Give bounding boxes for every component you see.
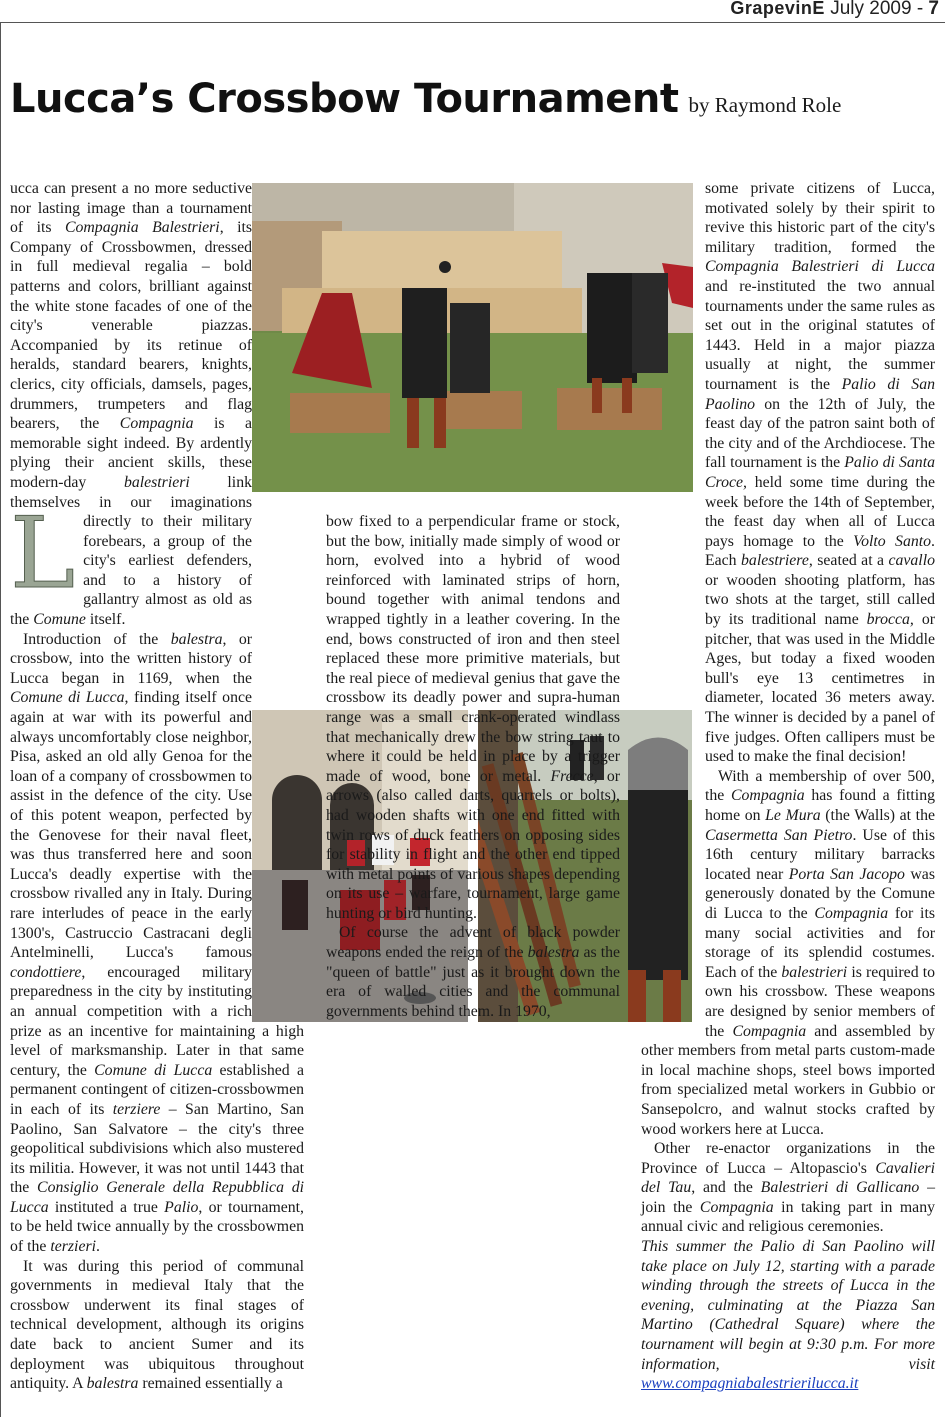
drop-cap: L [10, 497, 76, 611]
column-3-image-gap-2 [641, 670, 705, 1022]
paragraph: bow fixed to a perpendicular frame or stock, but the bow, initially made simply of wood or horn, evolved into a hybrid of wood reinforced with laminated strips of horn, bound together with animal tendons and wrapped tightly in a leather covering. In the end, bows constructed of iron and then steel replaced these more primitive materials, but the real piece of medieval genius that gave the crossbow its deadly power and supra-human range was a small crank-operated windlass that mechanically drew the bow string taut to where it could be held in place by a trigger made of wood, bone or metal. Frecce, or arrows (also called darts, quarrels or bolts), had wooden shafts with one end fitted with twin rows of duck feathers on opposing sides for stability in flight and the other end tipped with metal points of various shapes depending on its use – warfare, tournament, large game hunting or bird hunting. [326, 513, 620, 922]
column-1-image-gap-2 [252, 705, 304, 1021]
event-note: This summer the Palio di San Paolino will take place on July 12, starting with a parade winding through the streets of Lucca in the evening, culminating at the Piazza San Martino (Cathedral Square) where the tournament will begin at 9:30 p.m. For more information, visit www.compagniabalestrierilucca.it [641, 1238, 935, 1393]
column-1-image-gap [252, 179, 304, 513]
publication-name: GrapevinE [730, 0, 825, 18]
tournament-photo [252, 183, 693, 492]
headline [10, 76, 841, 122]
column-2-text-top: bow fixed to a perpendicular frame or stock, but the bow, initially made simply of wood or horn, evolved into a hybrid of wood reinforced with laminated strips of horn, bound together with animal tendons and wrapped tightly in a leather covering. In the end, bows constructed of iron and then steel replaced these more primitive materials, but the real piece of medieval genius that gave the crossbow its deadly power and supra-human range was a small crank-operated windlass that mechanically drew the bow string taut to where it could be held in place by a trigger made of wood, bone or metal. [326, 513, 620, 785]
paragraph: It was during this period of communal governments in medieval Italy that the crossbow underwent its final stages of technical development, although its origins date back to ancient Sumer and its deployment was ubiquitous throughout antiquity. A balestra remained essentially a [10, 1257, 304, 1393]
article-column-1 [10, 179, 304, 1419]
article-column-3 [641, 179, 935, 1419]
page-number: 7 [928, 0, 939, 19]
paragraph: ucca can present a no more seductive nor lasting image than a tournament of its Compagnia Balestrieri, its Company of Crossbowmen, dressed in full medieval regalia – bold patterns and colors, brilliant against the white stone facades of one of the city's venerable piazzas. Accompanied by its retinue of heralds, standard bearers, knights, clerics, city officials, damsels, pages, drummers, trumpeters and flag bearers, the Compagnia is a memorable sight indeed. By ardently plying their ancient skills, these modern-day balestrieri link themselves in our imaginations directly to their military forebears, a group of the city's earliest defenders, and to a history of gallantry almost as old as the Comune itself. [10, 180, 252, 629]
article-byline: by Raymond Role [688, 93, 842, 117]
column-3-image-gap [641, 179, 705, 513]
masthead-separator: - [916, 0, 924, 19]
article-title: Lucca’s Crossbow Tournament [10, 76, 679, 122]
masthead [730, 0, 939, 20]
tournament-photo-art [252, 183, 693, 492]
paragraph: Introduction of the balestra, or crossbow, into the written history of Lucca began in 1169, when the Comune di Lucca, finding itself once again at war with its powerful and always uncomfortably close neighbor, Pisa, asked an old ally Genoa for the loan of a company of crossbowmen to assist in the defence of the city. Use of this potent weapon, perfected by the Genovese for their naval fleet, was thus transferred here and soon Lucca's deadly expertise with the crossbow rivalled any in Italy. During rare interludes of peace in the early 1300's, Castruccio Castracani degli Antelminelli, Lucca's famous condottiere, encouraged military preparedness in the city by instituting an annual competition with a rich prize as an incentive for maintaining a high level of marksmanship. Later in that same century, the Comune di Lucca established a permanent contingent of citizen-crossbowmen in each of its terziere – San Martino, San Paolino, San Salvatore – the city's three geopolitical subdivisions which also mustered its militia. However, it was not until 1443 that the Consiglio Generale della Repubblica di Lucca instituted a true Palio, or tournament, to be held twice annually by the crossbowmen of the terzieri. [10, 630, 304, 1256]
left-rule [0, 22, 1, 1417]
paragraph: Of course the advent of black powder weapons ended the reign of the balestra as the "queen of battle" just as it brought down the era of walled cities and the communal governments behind them. In 1970, [326, 924, 621, 1020]
paragraph: some private citizens of Lucca, motivated solely by their spirit to revive this historic part of the city's military tradition, formed the Compagnia Balestrieri di Lucca and re-instituted the two annual tournaments under the same rules as set out in the original statutes of 1443. Held in a major piazza usually at night, the summer tournament is the Palio di San Paolino on the 12th of July, the feast day of the patron saint both of the city and of the Archdiocese. The fall tournament is the Palio di Santa Croce, held some time during the week before the 14th of September, the feast day when all of Lucca pays homage to the Volto Santo. Each balestriere, seated at a cavallo or wooden shooting platform, has two shots at the target, still called by its traditional name brocca, or pitcher, that was used in the Middle Ages, but today a fixed wooden bull's eye 13 centimetres in diameter, located 36 meters away. The winner is decided by a panel of five judges. Often callipers must be used to make the final decision! [705, 180, 936, 766]
paragraph: Other re-enactor organizations in the Province of Lucca – Altopascio's Cavalieri del Tau, and the Balestrieri di Gallicano – join the Compagnia in taking part in many annual civic and religious ceremonies. [641, 1140, 935, 1236]
article-column-2 [326, 512, 620, 1417]
website-link[interactable]: www.compagniabalestrierilucca.it [641, 1375, 859, 1393]
issue-date: July 2009 [830, 0, 912, 19]
top-rule [0, 22, 945, 23]
paragraph: With a membership of over 500, the Compagnia has found a fitting home on Le Mura (the Walls) at the Casermetta San Pietro. Use of this 16th century military barracks located near Porta San Jacopo was generously donated by the Comune di Lucca to the Compagnia for its many social activities and for storage of its splendid costumes. Each of the balestrieri is required to own his crossbow. These weapons are designed by senior members of the Compagnia and assembled by other members from metal parts custom-made in local machine shops, steel bows imported from specialized metal workers in Gubbio or Sansepolcro, and walnut stocks crafted by wood workers here at Lucca. [641, 767, 935, 1138]
